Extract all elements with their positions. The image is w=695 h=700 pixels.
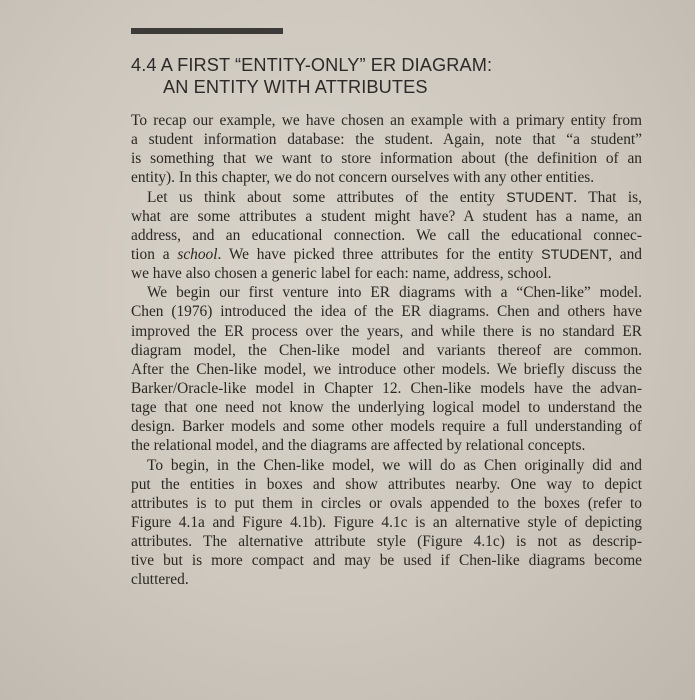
text-line: Chen (1976) introduced the idea of the ER diagrams. Chen and others have [131,303,642,321]
text-line: tion a school. We have picked three attributes for the entity STUDENT, and [131,245,642,263]
text-line: design. Barker models and some other models require a full understanding of [131,418,642,436]
text-line: what are some attributes a student might have? A student has a name, an [131,207,642,225]
text-line: diagram model, the Chen-like model and variants thereof are common. [131,341,642,359]
text-line: We begin our first venture into ER diagrams with a “Chen-like” model. [147,284,642,302]
text-line: a student information database: the student. Again, note that “a student” [131,131,642,149]
text-line: To begin, in the Chen-like model, we will do as Chen originally did and [147,456,642,474]
text-line: attributes. The alternative attribute style (Figure 4.1c) is not as descrip- [131,533,642,551]
text-line: Let us think about some attributes of the entity STUDENT. That is, [147,188,642,206]
heading-line-2: AN ENTITY WITH ATTRIBUTES [163,77,428,97]
text-line: is something that we want to store information about (the definition of an [131,150,642,168]
heading-line-1: 4.4 A FIRST “ENTITY-ONLY” ER DIAGRAM: [131,55,493,75]
entity-name: STUDENT [506,189,574,206]
body-text [131,111,642,590]
text-line: put the entities in boxes and show attributes nearby. One way to depict [131,475,642,493]
entity-name: STUDENT [541,246,609,263]
text-line: Figure 4.1a and Figure 4.1b). Figure 4.1c is an alternative style of depicting [131,513,642,531]
text-line: To recap our example, we have chosen an example with a primary entity from [131,112,642,129]
text-line: we have also chosen a generic label for each: name, address, school. [131,265,552,283]
text-line: tage that one need not know the underlying logical model to understand the [131,399,642,417]
section-heading [131,54,631,98]
text-line: cluttered. [131,571,189,589]
text-line: entity). In this chapter, we do not concern ourselves with any other entities. [131,169,595,187]
text-line: tive but is more compact and may be used if Chen-like diagrams become [131,552,642,570]
text-line: attributes is to put them in circles or ovals appended to the boxes (refer to [131,494,642,512]
text-line: the relational model, and the diagrams are affected by relational concepts. [131,437,586,455]
text-line: address, and an educational connection. We call the educational connec- [131,226,642,244]
text-line: improved the ER process over the years, and while there is no standard ER [131,322,642,340]
text-line: After the Chen-like model, we introduce other models. We briefly discuss the [131,360,642,378]
text-line: Barker/Oracle-like model in Chapter 12. Chen-like models have the advan- [131,379,642,397]
emphasis: school [177,245,218,263]
section-rule [131,28,283,34]
